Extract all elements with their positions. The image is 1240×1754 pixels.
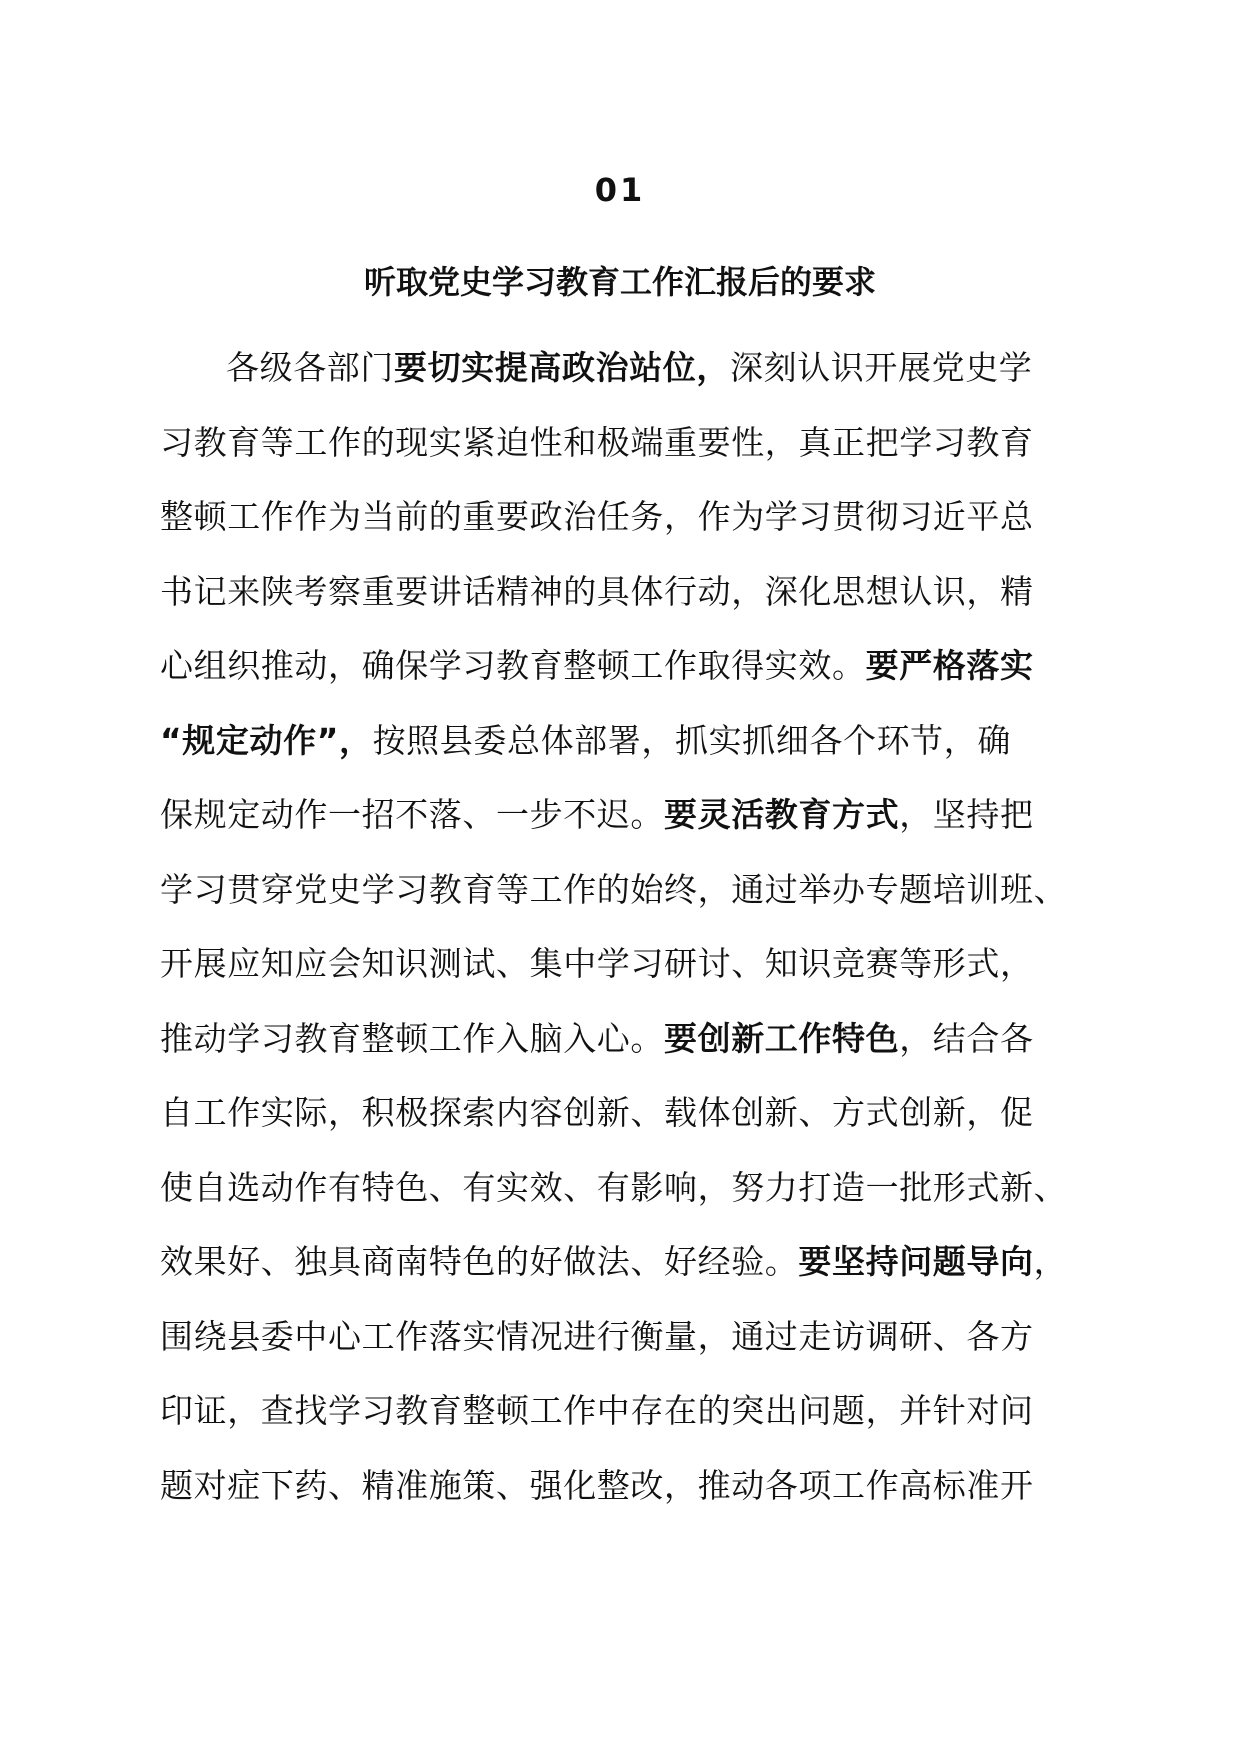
paragraph-text: 学习贯穿党史学习教育等工作的始终，通过举办专题培训班、 [160,869,1068,909]
section-heading: 听取党史学习教育工作汇报后的要求 [363,263,876,301]
paragraph-line [160,1312,1120,1387]
paragraph-line [160,790,1120,865]
paragraph-line [160,939,1120,1014]
paragraph-text: 按照县委总体部署，抓实抓细各个环节，确 [372,720,1011,760]
bold-emphasis-text: 要严格落实 [865,646,1034,685]
paragraph-text: 推动学习教育整顿工作入脑入心。 [160,1018,664,1058]
paragraph-text: 印证，查找学习教育整顿工作中存在的突出问题，并针对问 [160,1391,1034,1430]
paragraph-line [160,1386,1120,1461]
paragraph-text: 心组织推动，确保学习教育整顿工作取得实效。 [160,646,866,685]
paragraph-text: 整顿工作作为当前的重要政治任务，作为学习贯彻习近平总 [160,497,1034,536]
bold-emphasis-text: 要灵活教育方式 [664,795,900,834]
bold-emphasis-text: 要创新工作特色 [664,1018,900,1058]
paragraph-text: 使自选动作有特色、有实效、有影响，努力打造一批形式新、 [160,1167,1068,1207]
paragraph-text: 各级各部门 [226,348,394,387]
paragraph-text: 保规定动作一招不落、一步不迟。 [160,795,664,834]
bold-emphasis-text: 要切实提高政治站位， [394,348,730,387]
paragraph-text: 深刻认识开展党史学 [730,348,1033,387]
bold-emphasis-text: “规定动作”， [160,720,373,760]
paragraph-line [160,1461,1120,1536]
paragraph-line [160,1014,1120,1089]
paragraph-text: 围绕县委中心工作落实情况进行衡量，通过走访调研、各方 [160,1316,1034,1356]
bold-emphasis-text: 要坚持问题导向 [798,1242,1034,1281]
paragraph-line [160,641,1120,716]
paragraph-line [160,1237,1120,1312]
paragraph-text: 自工作实际，积极探索内容创新、载体创新、方式创新，促 [160,1093,1034,1132]
paragraph-text: ，结合各 [899,1018,1034,1058]
paragraph-text: 书记来陕考察重要讲话精神的具体行动，深化思想认识，精 [160,571,1034,611]
paragraph-line [160,1163,1120,1238]
section-number: 01 [594,171,646,209]
paragraph-line [160,492,1120,567]
paragraph-text: 题对症下药、精准施策、强化整改，推动各项工作高标准开 [160,1465,1034,1505]
paragraph-text: ，坚持把 [899,795,1034,834]
paragraph-text: 效果好、独具商南特色的好做法、好经验。 [160,1242,799,1281]
paragraph-text: ， [1033,1242,1068,1281]
paragraph-line [160,865,1120,940]
paragraph-line [160,716,1120,791]
paragraph-line [160,343,1120,418]
paragraph-line [160,1088,1120,1163]
paragraph-line [160,418,1120,493]
paragraph-text: 习教育等工作的现实紧迫性和极端重要性，真正把学习教育 [160,422,1034,462]
paragraph-line [160,567,1120,642]
paragraph-text: 开展应知应会知识测试、集中学习研讨、知识竞赛等形式， [160,944,1034,983]
body-paragraph [160,343,1120,1535]
